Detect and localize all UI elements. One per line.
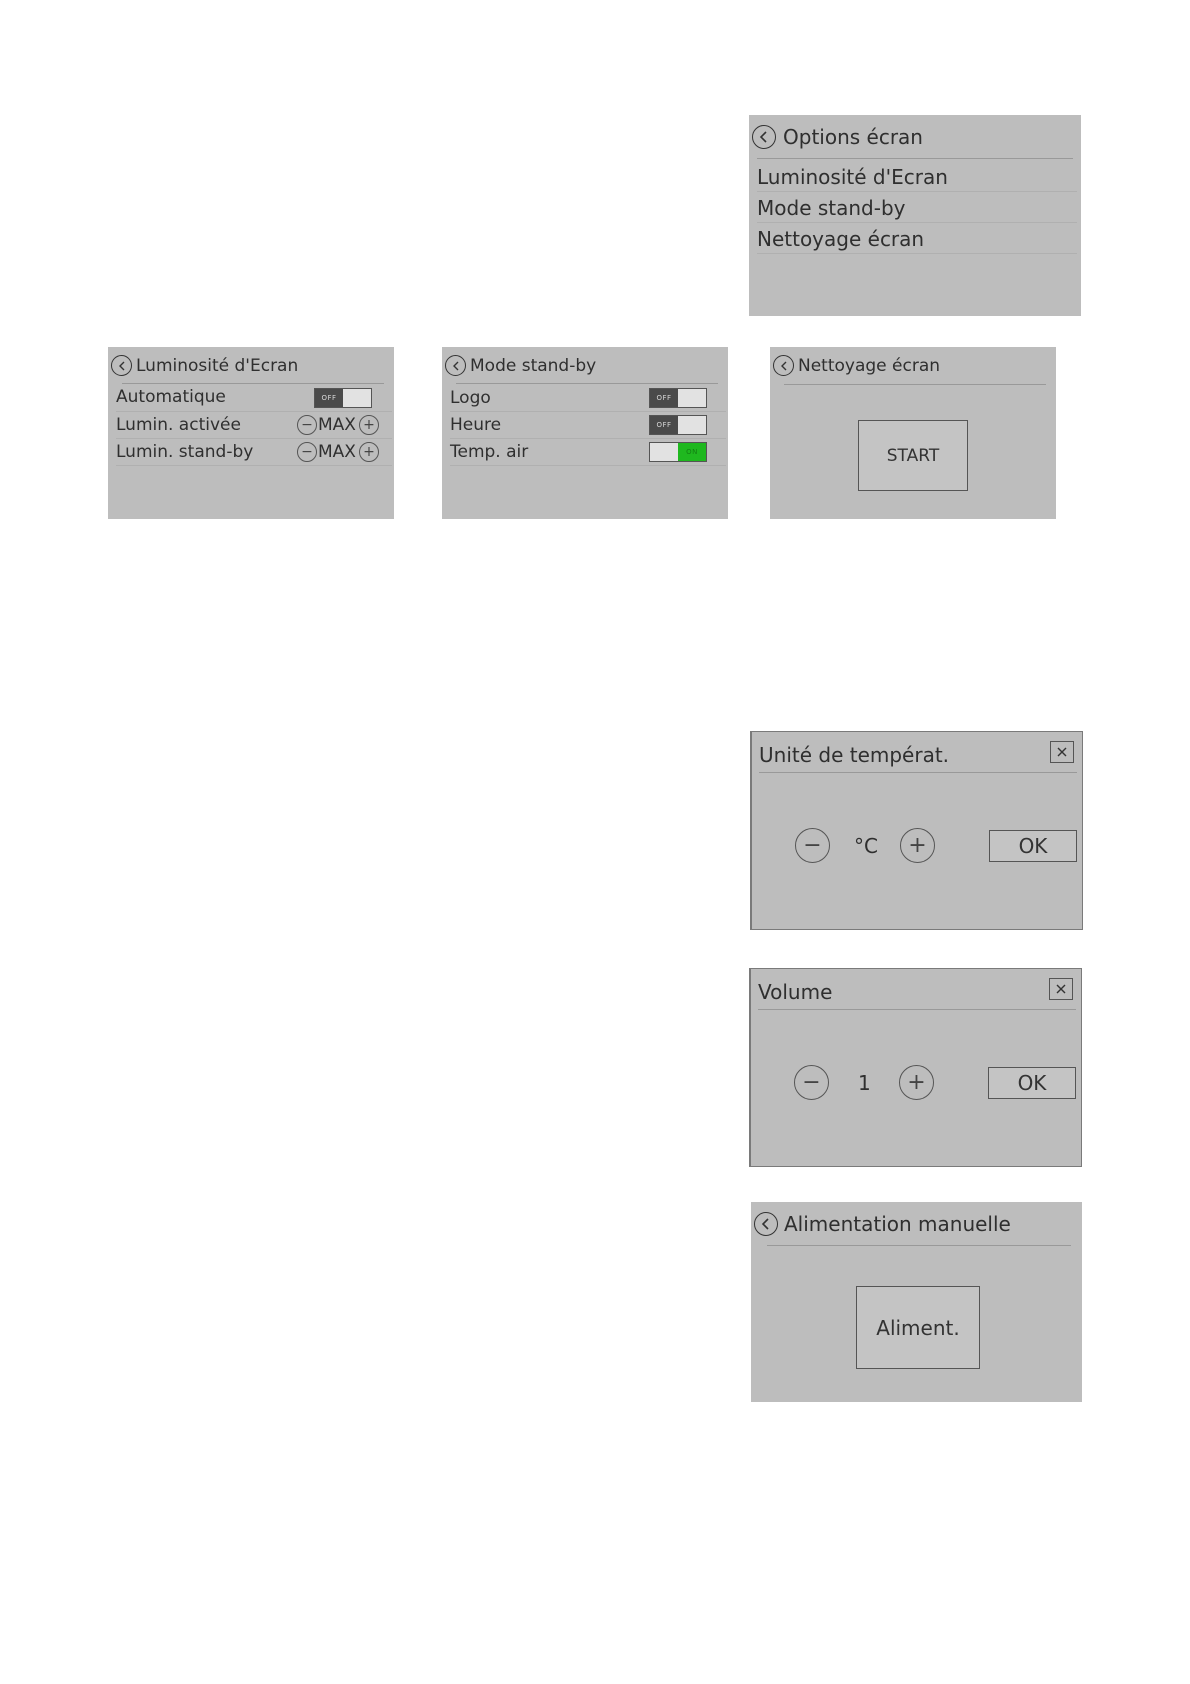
heure-label: Heure [450,415,502,435]
alimentation-panel [751,1202,1082,1402]
temp-air-label: Temp. air [450,442,529,462]
nettoyage-title: Nettoyage écran [798,355,941,376]
back-arrow-icon[interactable] [773,355,794,376]
luminosite-panel [108,347,394,519]
mode-standby-panel [442,347,728,519]
toggle-knob: OFF [315,389,343,407]
nettoyage-panel [770,347,1056,519]
automatique-toggle[interactable] [314,388,372,408]
back-arrow-icon[interactable] [111,355,132,376]
header-divider [784,384,1046,385]
row-divider [450,411,726,412]
options-ecran-panel [749,115,1081,316]
plus-icon[interactable]: + [899,1065,934,1100]
minus-icon[interactable]: − [795,828,830,863]
row-divider [116,411,392,412]
luminosite-title: Luminosité d'Ecran [136,355,299,376]
close-icon[interactable] [1049,978,1073,1000]
plus-icon[interactable]: + [359,415,379,435]
mode-standby-header [445,355,596,376]
aliment-button[interactable]: Aliment. [856,1286,980,1369]
unite-temperature-title: Unité de températ. [759,743,950,767]
ok-button[interactable]: OK [989,830,1077,862]
nettoyage-header [773,355,940,376]
back-arrow-icon[interactable] [754,1212,778,1236]
close-icon[interactable] [1050,741,1074,763]
lumin-activee-value: MAX [318,415,356,435]
lumin-standby-value: MAX [318,442,356,462]
menu-item-mode-standby[interactable]: Mode stand-by [757,196,906,220]
toggle-knob: ON [678,443,706,461]
ok-button[interactable]: OK [988,1067,1076,1099]
back-arrow-icon[interactable] [445,355,466,376]
row-divider [116,465,392,466]
logo-label: Logo [450,388,491,408]
automatique-label: Automatique [116,387,226,407]
heure-toggle[interactable] [649,415,707,435]
logo-toggle[interactable] [649,388,707,408]
header-divider [759,772,1077,773]
menu-item-luminosite[interactable]: Luminosité d'Ecran [757,165,948,189]
volume-value: 1 [858,1071,871,1095]
row-divider [116,438,392,439]
row-divider [757,253,1077,254]
menu-item-nettoyage[interactable]: Nettoyage écran [757,227,925,251]
header-divider [456,383,718,384]
luminosite-header [111,355,298,376]
options-ecran-header [752,125,923,149]
back-arrow-icon[interactable] [752,125,776,149]
header-divider [122,383,384,384]
lumin-activee-label: Lumin. activée [116,415,241,435]
minus-icon[interactable]: − [794,1065,829,1100]
volume-dialog [749,968,1082,1167]
alimentation-title: Alimentation manuelle [784,1212,1011,1236]
header-divider [758,1009,1076,1010]
volume-title: Volume [758,980,833,1004]
temp-air-toggle[interactable] [649,442,707,462]
header-divider [757,158,1073,159]
start-button[interactable]: START [858,420,968,491]
toggle-knob: OFF [650,416,678,434]
row-divider [757,191,1077,192]
mode-standby-title: Mode stand-by [470,355,597,376]
unite-temperature-dialog [750,731,1083,930]
lumin-standby-label: Lumin. stand-by [116,442,254,462]
row-divider [450,438,726,439]
alimentation-header [754,1212,1011,1236]
options-ecran-title: Options écran [783,125,923,149]
plus-icon[interactable]: + [359,442,379,462]
plus-icon[interactable]: + [900,828,935,863]
row-divider [757,222,1077,223]
minus-icon[interactable]: − [297,442,317,462]
minus-icon[interactable]: − [297,415,317,435]
header-divider [767,1245,1071,1246]
toggle-knob: OFF [650,389,678,407]
row-divider [450,465,726,466]
unite-temperature-value: °C [854,834,878,858]
